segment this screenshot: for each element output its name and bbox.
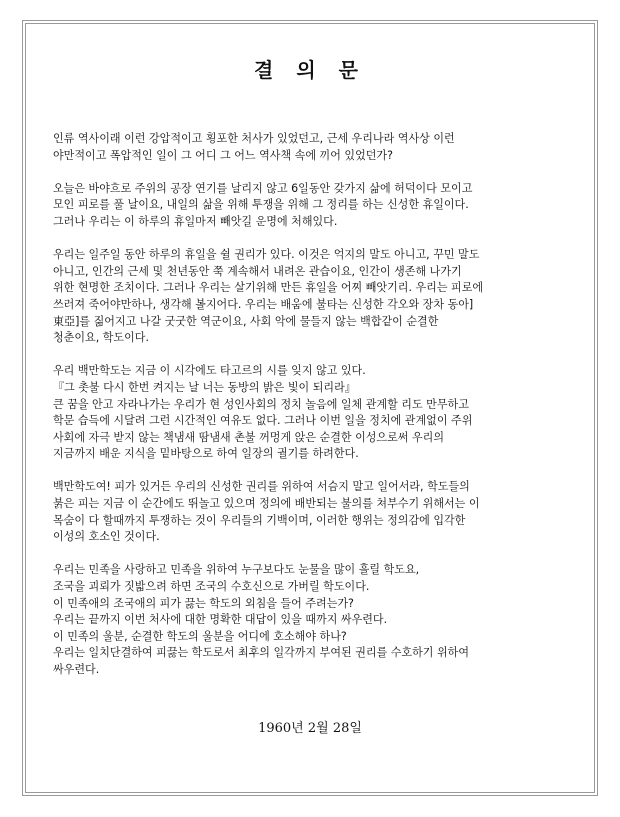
paragraph-4 xyxy=(53,363,573,463)
text-line: 『그 촛불 다시 한번 켜지는 날 너는 동방의 밝은 빛이 되리라』 xyxy=(53,380,356,394)
document-title: 결 의 문 xyxy=(254,58,366,82)
text-line: 붉은 피는 지금 이 순간에도 뛰놀고 있으며 정의에 배반되는 불의를 쳐부수기 위해서는 이 xyxy=(53,497,480,511)
text-line: 東亞]를 짊어지고 나갈 굿굿한 역군이요, 사회 악에 물들지 않는 백합같이 순결한 xyxy=(53,314,439,328)
text-line: 학문 습득에 시달려 그런 시간적인 여유도 없다. 그러나 이번 일을 정치에 관계없이 주위 xyxy=(53,414,473,428)
text-line: 이성의 호소인 것이다. xyxy=(53,530,160,544)
text-line: 이 민족의 울분, 순결한 학도의 울분을 어디에 호소해야 하나? xyxy=(53,629,347,643)
text-line: 조국을 괴뢰가 짓밟으려 하면 조국의 수호신으로 가버릴 학도이다. xyxy=(53,580,370,594)
text-line: 그러나 우리는 이 하루의 휴일마저 빼앗길 운명에 처해있다. xyxy=(53,214,338,228)
text-line: 오늘은 바야흐로 주위의 공장 연기를 날리지 않고 6일동안 갖가지 삶에 허덕이다 모이고 xyxy=(53,181,473,195)
text-line: 우리는 일주일 동안 하루의 휴일을 쉴 권리가 있다. 이것은 억지의 말도 아니고, 꾸민 말도 xyxy=(53,248,480,262)
document-date: 1960년 2월 28일 xyxy=(258,721,362,736)
text-line: 인류 역사이래 이런 강압적이고 횡포한 처사가 있었던고, 근세 우리나라 역사상 이런 xyxy=(53,132,455,145)
text-line: 우리는 끝까지 이번 처사에 대한 명확한 대답이 있을 때까지 싸우련다. xyxy=(53,613,388,627)
text-line: 목숨이 다 할때까지 투쟁하는 것이 우리들의 기백이며, 이러한 행위는 정의감에 입각한 xyxy=(53,513,466,527)
paragraph-1 xyxy=(53,131,573,164)
text-line: 우리는 민족을 사랑하고 민족을 위하여 누구보다도 눈물을 많이 흘릴 학도요, xyxy=(53,563,420,577)
text-line: 백만학도여! 피가 있거든 우리의 신성한 권리를 위하여 서슴지 말고 일어서라, 학도들의 xyxy=(53,480,470,494)
text-line: 지금까지 배운 지식을 밑바탕으로 하여 일장의 궐기를 하려한다. xyxy=(53,447,359,461)
text-line: 야만적이고 폭압적인 일이 그 어디 그 어느 역사책 속에 끼어 있었던가? xyxy=(53,148,393,162)
text-line: 청춘이요, 학도이다. xyxy=(53,331,149,345)
paragraph-5 xyxy=(53,479,573,545)
text-line: 쓰러져 죽어야만하나, 생각해 볼지어다. 우리는 배움에 불타는 신성한 각오와 장차 동아] xyxy=(53,297,474,311)
text-line: 아니고, 인간의 근세 및 천년동안 쭉 계속해서 내려온 관습이요, 인간이 생존해 나가기 xyxy=(53,264,462,278)
text-line: 모인 피로를 풀 날이요, 내일의 삶을 위해 투쟁을 위해 그 정리를 하는 신성한 휴일이다. xyxy=(53,198,469,212)
paragraph-2 xyxy=(53,181,573,231)
text-line: 우리 백만학도는 지금 이 시각에도 타고르의 시를 잊지 않고 있다. xyxy=(53,364,366,378)
text-line: 싸우련다. xyxy=(53,663,100,676)
text-line: 큰 꿈을 안고 자라나가는 우리가 현 성인사회의 정치 놀음에 일체 관계할 리도 만무하고 xyxy=(53,397,469,411)
text-line: 이 민족애의 조국애의 피가 끓는 학도의 외침을 들어 주려는가? xyxy=(53,596,354,610)
text-line: 사회에 자극 받지 않는 책냄새 땀냄새 촌불 꺼멍게 앉은 순결한 이성으로써 우리의 xyxy=(53,430,445,444)
paragraph-3 xyxy=(53,247,573,347)
text-line: 위한 현명한 조치이다. 그러나 우리는 살기위해 만든 휴일을 어찌 빼앗기리. 우리는 피로에 xyxy=(53,281,484,295)
document-body xyxy=(53,131,573,695)
text-line: 우리는 일치단결하여 피끓는 학도로서 최후의 일각까지 부여된 권리를 수호하기 위하여 xyxy=(53,646,470,660)
paragraph-6 xyxy=(53,562,573,678)
